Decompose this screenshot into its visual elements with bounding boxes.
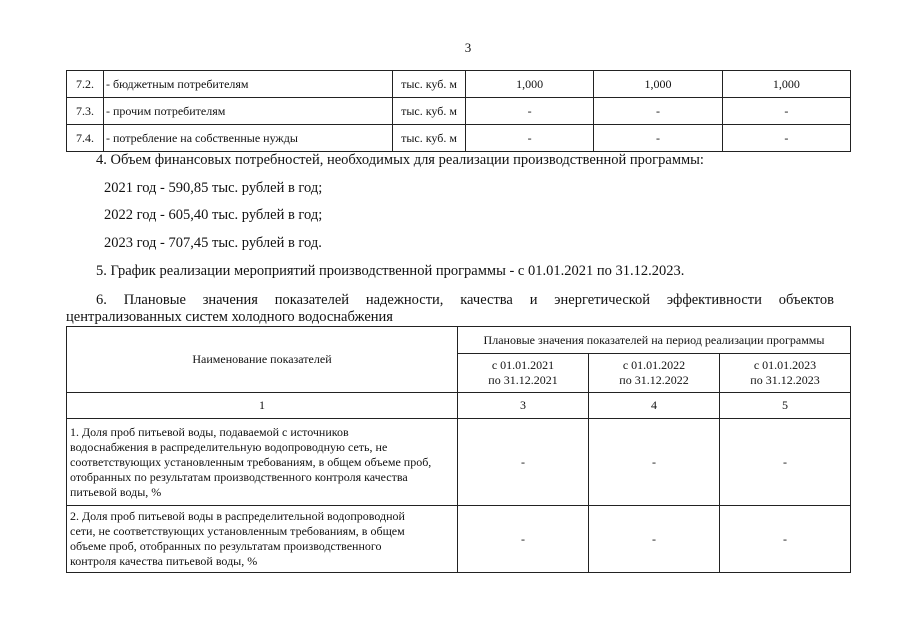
section6-heading	[66, 292, 834, 326]
column-number: 5	[720, 393, 851, 419]
value-2023: -	[722, 125, 850, 152]
period-from: с 01.01.2022	[622, 358, 686, 372]
indicator-value-2022: -	[589, 419, 720, 506]
row-unit: тыс. куб. м	[393, 125, 466, 152]
section6-line2: централизованных систем холодного водоснабжения	[66, 309, 393, 325]
header-period-2021	[458, 354, 589, 393]
financial-line-2022: 2022 год - 605,40 тыс. рублей в год;	[104, 207, 323, 223]
page-number: 3	[464, 40, 472, 55]
column-number: 1	[67, 393, 458, 419]
value-2021: -	[466, 98, 594, 125]
indicator-value-2021: -	[458, 419, 589, 506]
row-number: 7.2.	[67, 71, 104, 98]
header-planned-values: Плановые значения показателей на период реализации программы	[458, 327, 851, 354]
value-2022: -	[594, 125, 722, 152]
indicator-value-2023: -	[720, 506, 851, 573]
column-number-row	[67, 393, 851, 419]
table-row	[67, 71, 851, 98]
indicator-line: 1. Доля проб питьевой воды, подаваемой с источников	[70, 424, 349, 439]
section6-line1: 6. Плановые значения показателей надежности, качества и энергетической эффективности объектов	[96, 292, 834, 308]
indicator-line: водоснабжения в распределительную водопроводную сеть, не	[70, 439, 388, 454]
row-name: - прочим потребителям	[104, 98, 393, 125]
row-name: - потребление на собственные нужды	[104, 125, 393, 152]
row-unit: тыс. куб. м	[393, 71, 466, 98]
table-row	[67, 98, 851, 125]
table-header-row	[67, 327, 851, 354]
indicator-line: 2. Доля проб питьевой воды в распределительной водопроводной	[70, 509, 405, 523]
header-indicator-name: Наименование показателей	[67, 327, 458, 393]
period-from: с 01.01.2023	[753, 358, 817, 372]
section4-heading: 4. Объем финансовых потребностей, необходимых для реализации производственной программы:	[96, 152, 704, 168]
indicator-line: сети, не соответствующих установленным требованиям, в общем	[70, 524, 405, 538]
value-2021: -	[466, 125, 594, 152]
consumption-table	[66, 70, 851, 152]
value-2021: 1,000	[466, 71, 594, 98]
header-period-2023	[720, 354, 851, 393]
period-to: по 31.12.2023	[750, 373, 820, 387]
financial-line-2023: 2023 год - 707,45 тыс. рублей в год.	[104, 235, 322, 251]
financial-line-2021: 2021 год - 590,85 тыс. рублей в год;	[104, 180, 323, 196]
indicator-line: соответствующих установленным требованиям, в общем объеме проб,	[70, 454, 432, 469]
indicator-name	[67, 506, 458, 573]
indicator-line: объеме проб, отобранных по результатам производственного	[70, 539, 382, 553]
value-2022: 1,000	[594, 71, 722, 98]
period-to: по 31.12.2022	[619, 373, 689, 387]
indicators-table	[66, 326, 851, 573]
value-2023: 1,000	[722, 71, 850, 98]
section5-text: 5. График реализации мероприятий производственной программы - с 01.01.2021 по 31.12.2023.	[96, 263, 685, 279]
indicator-line: отобранных по результатам производственного контроля качества	[70, 469, 408, 484]
indicator-value-2022: -	[589, 506, 720, 573]
table-row	[67, 419, 851, 506]
period-to: по 31.12.2021	[488, 373, 558, 387]
period-from: с 01.01.2021	[491, 358, 555, 372]
indicator-value-2023: -	[720, 419, 851, 506]
table-row	[67, 506, 851, 573]
table-row	[67, 125, 851, 152]
value-2023: -	[722, 98, 850, 125]
row-number: 7.3.	[67, 98, 104, 125]
column-number: 3	[458, 393, 589, 419]
row-number: 7.4.	[67, 125, 104, 152]
indicator-line: питьевой воды, %	[70, 484, 162, 499]
column-number: 4	[589, 393, 720, 419]
indicator-line: контроля качества питьевой воды, %	[70, 554, 258, 568]
row-name: - бюджетным потребителям	[104, 71, 393, 98]
header-period-2022	[589, 354, 720, 393]
row-unit: тыс. куб. м	[393, 98, 466, 125]
value-2022: -	[594, 98, 722, 125]
indicator-name	[67, 419, 458, 506]
indicator-value-2021: -	[458, 506, 589, 573]
